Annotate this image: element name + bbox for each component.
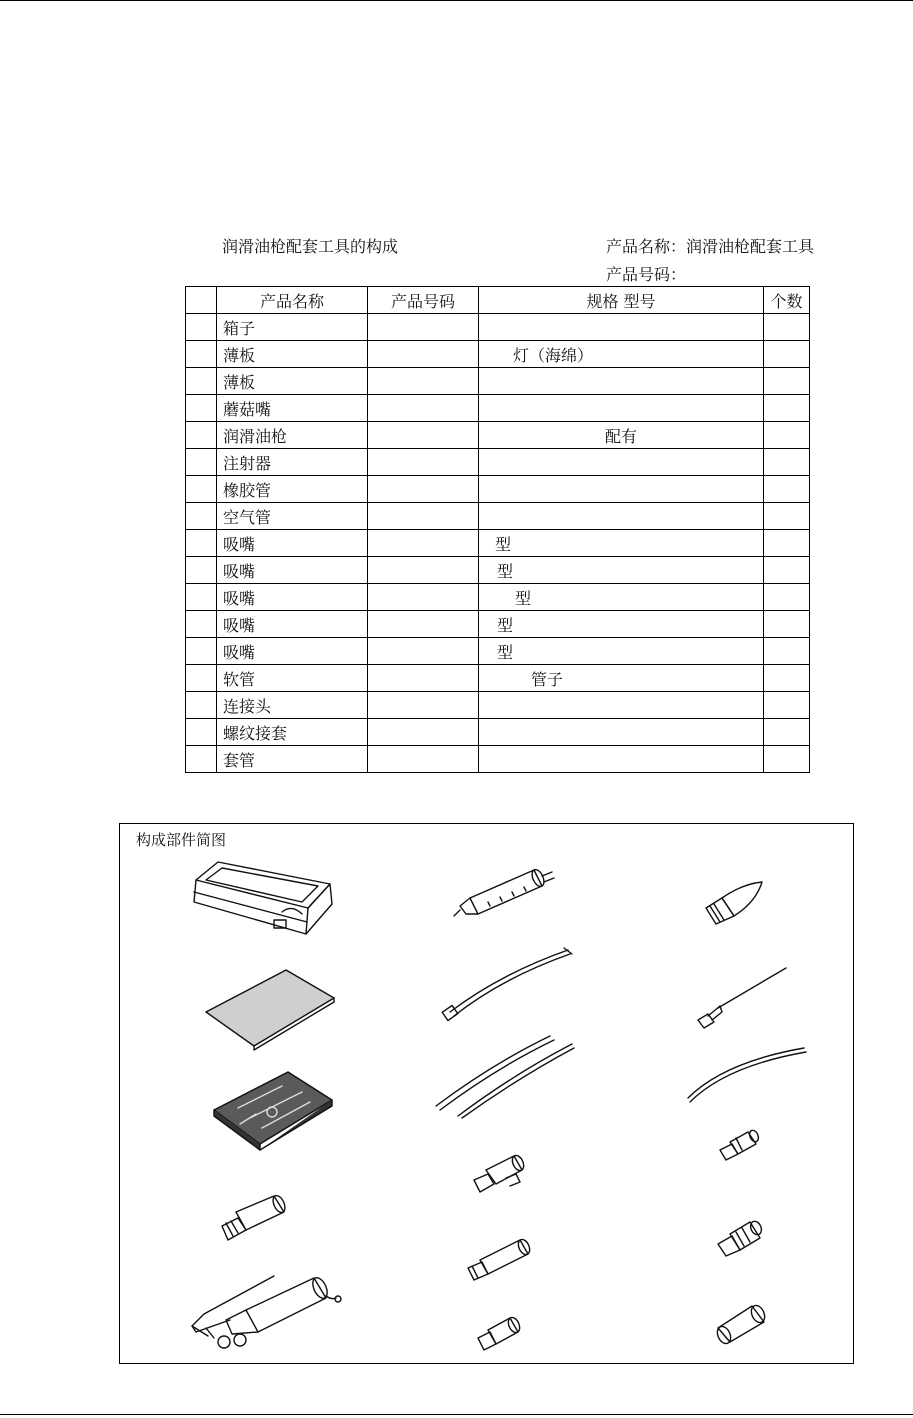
col-header-code: 产品号码	[368, 287, 479, 314]
product-name-cell: 吸嘴	[217, 557, 368, 584]
product-name-cell: 吸嘴	[217, 530, 368, 557]
row-index-cell	[186, 314, 217, 341]
table-row	[186, 665, 810, 692]
spec-cell	[479, 503, 764, 530]
spec-cell	[479, 449, 764, 476]
qty-cell	[764, 449, 810, 476]
table-row	[186, 584, 810, 611]
product-code-cell	[368, 557, 479, 584]
short-nozzle-icon-1	[218, 1190, 293, 1245]
row-index-cell	[186, 584, 217, 611]
row-index-cell	[186, 341, 217, 368]
spec-cell	[479, 476, 764, 503]
table-row	[186, 530, 810, 557]
qty-cell	[764, 611, 810, 638]
product-name-cell: 吸嘴	[217, 611, 368, 638]
spec-cell: 配有	[479, 422, 764, 449]
table-row	[186, 611, 810, 638]
col-header-spec: 规格 型号	[479, 287, 764, 314]
spec-cell	[479, 314, 764, 341]
table-row	[186, 638, 810, 665]
qty-cell	[764, 422, 810, 449]
table-row	[186, 719, 810, 746]
row-index-cell	[186, 503, 217, 530]
coupler-icon	[716, 1126, 766, 1166]
qty-cell	[764, 584, 810, 611]
row-index-cell	[186, 719, 217, 746]
row-index-cell	[186, 368, 217, 395]
product-name-cell: 橡胶管	[217, 476, 368, 503]
table-row	[186, 422, 810, 449]
product-code-cell	[368, 638, 479, 665]
spec-cell	[479, 368, 764, 395]
qty-cell	[764, 476, 810, 503]
sheet-icon	[202, 966, 337, 1051]
product-name-label: 产品名称：润滑油枪配套工具	[606, 237, 815, 256]
table-row	[186, 746, 810, 773]
component-table	[185, 286, 810, 773]
qty-cell	[764, 638, 810, 665]
cone-nozzle-icon	[702, 878, 767, 928]
case-icon	[188, 858, 338, 948]
qty-cell	[764, 395, 810, 422]
product-code-cell	[368, 449, 479, 476]
table-row	[186, 341, 810, 368]
figure-title: 构成部件简图	[136, 831, 227, 849]
row-index-cell	[186, 611, 217, 638]
product-code-cell	[368, 692, 479, 719]
foam-tray-icon	[210, 1066, 335, 1151]
qty-cell	[764, 719, 810, 746]
product-name-cell: 薄板	[217, 368, 368, 395]
top-rule	[0, 0, 913, 1]
row-index-cell	[186, 422, 217, 449]
table-row	[186, 503, 810, 530]
row-index-cell	[186, 476, 217, 503]
qty-cell	[764, 530, 810, 557]
product-code-cell	[368, 611, 479, 638]
qty-cell	[764, 746, 810, 773]
table-row	[186, 557, 810, 584]
row-index-cell	[186, 530, 217, 557]
row-index-cell	[186, 746, 217, 773]
qty-cell	[764, 665, 810, 692]
spec-cell: 型	[479, 638, 764, 665]
table-row	[186, 314, 810, 341]
col-header-name: 产品名称	[217, 287, 368, 314]
row-index-cell	[186, 395, 217, 422]
product-code-cell	[368, 314, 479, 341]
product-code-cell	[368, 503, 479, 530]
spec-cell: 灯（海绵）	[479, 341, 764, 368]
table-row	[186, 449, 810, 476]
qty-cell	[764, 503, 810, 530]
page-title: 润滑油枪配套工具的构成	[222, 237, 399, 256]
product-name-cell: 连接头	[217, 692, 368, 719]
spec-cell	[479, 395, 764, 422]
product-name-cell: 箱子	[217, 314, 368, 341]
row-index-cell	[186, 692, 217, 719]
product-code-cell	[368, 476, 479, 503]
product-code-cell	[368, 341, 479, 368]
long-nozzle-icon	[464, 1234, 534, 1284]
spec-cell	[479, 746, 764, 773]
product-name-cell: 润滑油枪	[217, 422, 368, 449]
elbow-nozzle-icon	[470, 1148, 535, 1198]
product-code-cell	[368, 746, 479, 773]
thin-tube-icon	[692, 962, 792, 1032]
spec-cell	[479, 719, 764, 746]
product-code-cell	[368, 422, 479, 449]
air-tubes-icon	[432, 1034, 577, 1119]
product-name-cell: 螺纹接套	[217, 719, 368, 746]
product-code-cell	[368, 368, 479, 395]
product-code-cell	[368, 395, 479, 422]
soft-hose-icon	[684, 1044, 809, 1104]
row-index-cell	[186, 638, 217, 665]
qty-cell	[764, 314, 810, 341]
product-name-cell: 吸嘴	[217, 584, 368, 611]
col-header-qty: 个数	[764, 287, 810, 314]
table-header-row	[186, 287, 810, 314]
col-header-index	[186, 287, 217, 314]
product-name-cell: 蘑菇嘴	[217, 395, 368, 422]
qty-cell	[764, 368, 810, 395]
short-nozzle-icon	[474, 1310, 524, 1355]
qty-cell	[764, 692, 810, 719]
spec-cell: 型	[479, 611, 764, 638]
rubber-hose-icon	[440, 944, 575, 1024]
product-name-cell: 吸嘴	[217, 638, 368, 665]
threaded-coupler-icon	[714, 1216, 769, 1261]
grease-gun-icon	[186, 1268, 351, 1358]
table-row	[186, 395, 810, 422]
product-code-label: 产品号码：	[606, 265, 687, 284]
product-code-cell	[368, 719, 479, 746]
spec-cell: 管子	[479, 665, 764, 692]
product-name-cell: 空气管	[217, 503, 368, 530]
product-name-cell: 注射器	[217, 449, 368, 476]
spec-cell: 型	[479, 584, 764, 611]
table-row	[186, 692, 810, 719]
qty-cell	[764, 341, 810, 368]
table-row	[186, 368, 810, 395]
product-code-cell	[368, 665, 479, 692]
product-name-cell: 薄板	[217, 341, 368, 368]
qty-cell	[764, 557, 810, 584]
product-code-cell	[368, 530, 479, 557]
row-index-cell	[186, 665, 217, 692]
row-index-cell	[186, 449, 217, 476]
product-code-cell	[368, 584, 479, 611]
bottom-rule	[0, 1414, 913, 1415]
row-index-cell	[186, 557, 217, 584]
spec-cell: 型	[479, 530, 764, 557]
product-name-cell: 套管	[217, 746, 368, 773]
table-row	[186, 476, 810, 503]
spec-cell: 型	[479, 557, 764, 584]
spec-cell	[479, 692, 764, 719]
product-name-cell: 软管	[217, 665, 368, 692]
syringe-icon	[452, 862, 562, 932]
sleeve-icon	[712, 1300, 767, 1345]
